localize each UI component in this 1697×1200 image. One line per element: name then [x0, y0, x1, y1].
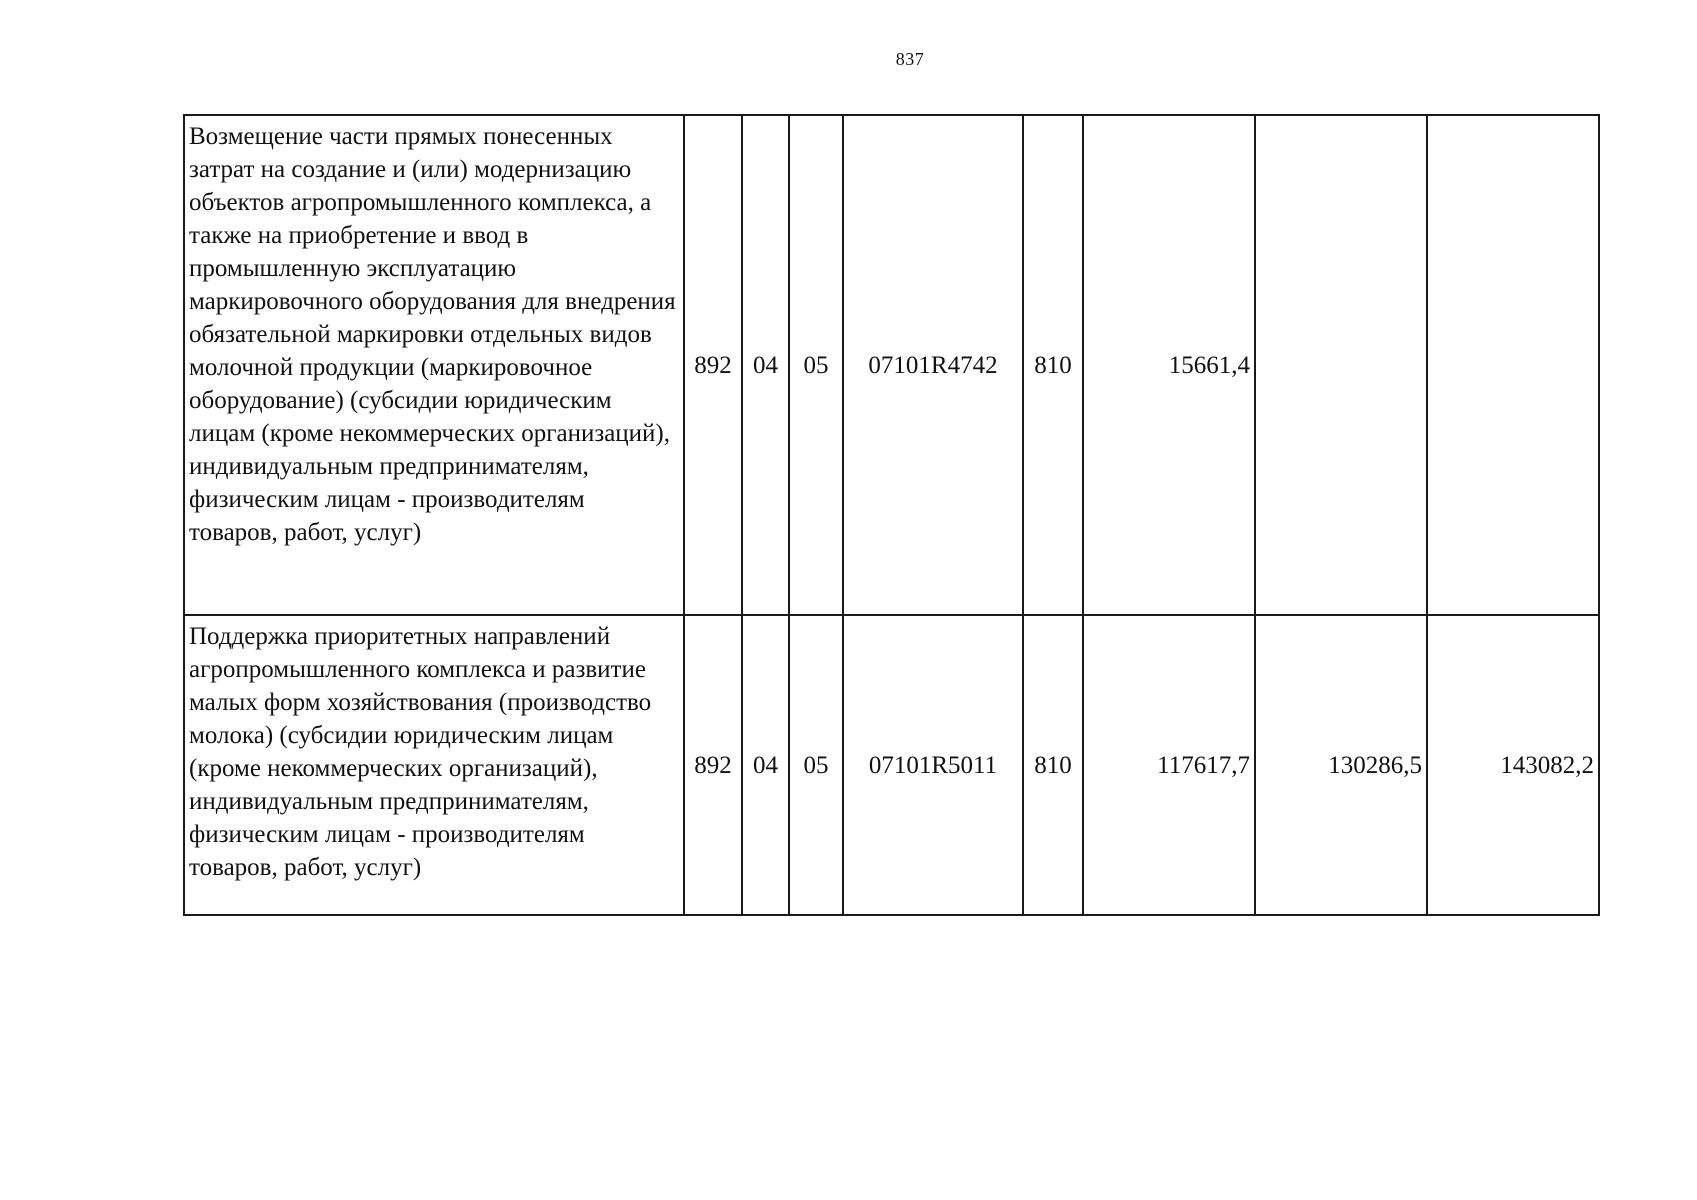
- table-row: [184, 615, 1599, 915]
- target-article-code: 07101R5011: [843, 615, 1023, 915]
- row-description: Поддержка приоритетных направлений агропромышленного комплекса и развитие малых форм хозяйствования (производство молока) (субсидии юридическим лицам (кроме некоммерческих организаций), индивидуальным предпринимателям, физическим лицам - производителям товаров, работ, услуг): [184, 615, 684, 915]
- expense-type-code: 810: [1023, 115, 1083, 615]
- subsection-code: 05: [789, 115, 843, 615]
- amount-year-3: [1427, 115, 1599, 615]
- section-code: 04: [742, 115, 789, 615]
- subsection-code: 05: [789, 615, 843, 915]
- expense-type-code: 810: [1023, 615, 1083, 915]
- amount-year-1: 117617,7: [1083, 615, 1255, 915]
- ministry-code: 892: [684, 115, 742, 615]
- table-row: [184, 115, 1599, 615]
- amount-year-3: 143082,2: [1427, 615, 1599, 915]
- ministry-code: 892: [684, 615, 742, 915]
- amount-year-2: [1255, 115, 1427, 615]
- amount-year-2: 130286,5: [1255, 615, 1427, 915]
- page-number: 837: [895, 49, 925, 69]
- row-description: Возмещение части прямых понесенных затрат на создание и (или) модернизацию объектов агропромышленного комплекса, а также на приобретение и ввод в промышленную эксплуатацию маркировочного оборудования для внедрения обязательной маркировки отдельных видов молочной продукции (маркировочное оборудование) (субсидии юридическим лицам (кроме некоммерческих организаций), индивидуальным предпринимателям, физическим лицам - производителям товаров, работ, услуг): [184, 115, 684, 615]
- section-code: 04: [742, 615, 789, 915]
- budget-table: [183, 114, 1600, 916]
- amount-year-1: 15661,4: [1083, 115, 1255, 615]
- target-article-code: 07101R4742: [843, 115, 1023, 615]
